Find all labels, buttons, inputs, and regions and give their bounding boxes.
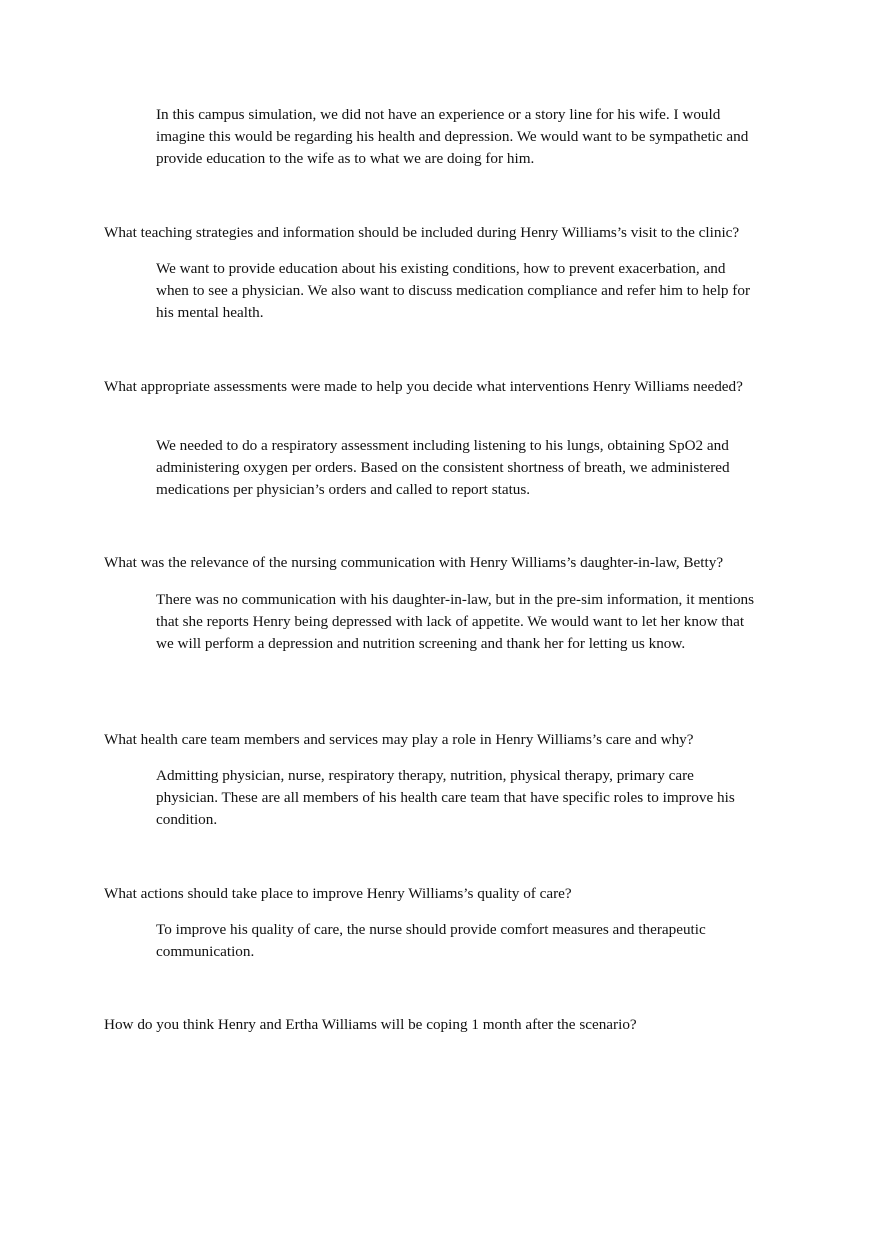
answer-teaching-strategies: We want to provide education about his existing conditions, how to prevent exacerbation, and when to see a physician. We also want to discuss medication compliance and refer him to help for his mental health. xyxy=(156,260,751,322)
question-quality-of-care: What actions should take place to improve Henry Williams’s quality of care? xyxy=(104,885,572,902)
question-teaching-strategies: What teaching strategies and information should be included during Henry Williams’s visit to the clinic? xyxy=(104,224,740,241)
answer-quality-of-care: To improve his quality of care, the nurse should provide comfort measures and therapeutic communication. xyxy=(156,921,706,961)
question-communication-betty: What was the relevance of the nursing communication with Henry Williams’s daughter-in-law, Betty? xyxy=(104,554,724,571)
question-care-team: What health care team members and services may play a role in Henry Williams’s care and why? xyxy=(104,731,694,748)
answer-communication-betty: There was no communication with his daughter-in-law, but in the pre-sim information, it mentions that she reports Henry being depressed with lack of appetite. We would want to let her know that we will perform a depression and nutrition screening and thank her for letting us know. xyxy=(156,591,755,653)
intro-answer-text: In this campus simulation, we did not have an experience or a story line for his wife. I would imagine this would be regarding his health and depression. We would want to be sympathetic and provide education to the wife as to what we are doing for him. xyxy=(156,106,749,168)
answer-assessments: We needed to do a respiratory assessment including listening to his lungs, obtaining SpO2 and administering oxygen per orders. Based on the consistent shortness of breath, we administered medications per physician’s orders and called to report status. xyxy=(156,437,730,499)
question-coping-one-month: How do you think Henry and Ertha Williams will be coping 1 month after the scenario? xyxy=(104,1016,637,1033)
answer-care-team: Admitting physician, nurse, respiratory therapy, nutrition, physical therapy, primary care physician. These are all members of his health care team that have specific roles to improve his condition. xyxy=(156,767,735,829)
question-assessments: What appropriate assessments were made to help you decide what interventions Henry Williams needed? xyxy=(104,378,743,395)
